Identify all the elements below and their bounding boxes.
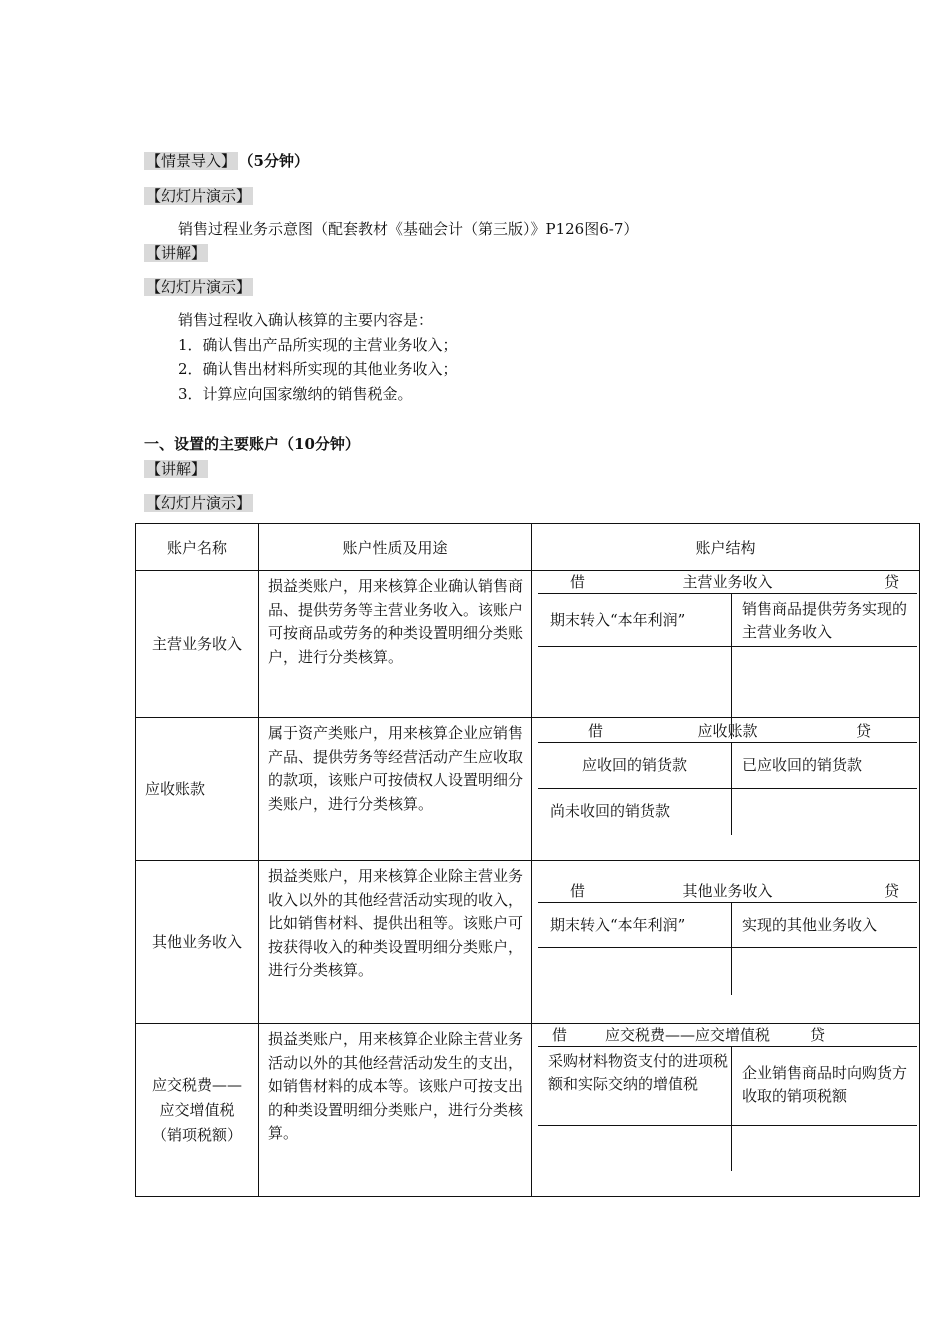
account-name: 主营业务收入 [136,571,259,718]
t-divider-horizontal [538,947,917,948]
t-account-cell [532,718,920,861]
t-left-entry: 期末转入“本年利润” [550,611,686,629]
t-account-title: 主营业务收入 [682,573,773,591]
t-account [532,718,919,860]
lecture1-line [144,243,208,263]
account-name-cell [136,1024,259,1197]
account-desc: 损益类账户，用来核算企业确认销售商品、提供劳务等主营业务收入。该账户可按商品或劳务的种类设置明细分类账户，进行分类核算。 [259,571,532,718]
intro-tag: 【情景导入】 [146,152,237,170]
t-account-cell [532,861,920,1024]
slide1-text: 销售过程业务示意图（配套教材《基础会计（第三版）》P126图6-7） [178,220,639,238]
t-account-header [538,880,917,903]
slide2-lead: 销售过程收入确认核算的主要内容是： [178,311,434,329]
header-account-nature: 账户性质及用途 [259,524,532,571]
section-lecture-line [144,459,208,479]
section-slide-line [144,493,253,513]
t-divider-horizontal [538,788,917,789]
t-right-entry: 企业销售商品时向购货方收取的销项税额 [742,1064,908,1105]
t-account-header [538,571,917,594]
t-left-entry: 采购材料物资支付的进项税额和实际交纳的增值税 [548,1052,729,1093]
account-name-line: 应交增值税 [159,1100,235,1119]
intro-time: （5分钟） [246,152,309,170]
t-balance-entry: 尚未收回的销货款 [550,802,671,820]
slide1-tag: 【幻灯片演示】 [146,187,252,205]
slide1-tag-line [144,186,253,206]
t-credit-label: 贷 [883,882,899,900]
t-divider-horizontal [538,646,917,647]
table-header-row [136,524,920,571]
accounts-table [135,523,920,1197]
account-name: 应收账款 [136,718,259,861]
t-account [532,861,919,1023]
list-item-2: 2．确认售出材料所实现的其他业务收入； [178,360,458,378]
t-left-entry: 期末转入“本年利润” [550,916,686,934]
t-debit-label: 借 [588,722,604,740]
t-right-entry: 已应收回的销货款 [742,756,863,774]
t-debit-label: 借 [552,1026,568,1044]
list-item-3: 3．计算应向国家缴纳的销售税金。 [178,385,413,403]
table-row [136,861,920,1024]
t-account [532,1024,919,1196]
t-divider-vertical [731,903,732,995]
account-desc: 损益类账户，用来核算企业除主营业务活动以外的其他经营活动发生的支出，如销售材料的成本等。该账户可按支出的种类设置明细分类账户，进行分类核算。 [259,1024,532,1197]
t-left-entry: 应收回的销货款 [581,756,687,774]
header-account-structure: 账户结构 [532,524,920,571]
table-row [136,571,920,718]
section-lecture-tag: 【讲解】 [146,460,207,478]
slide2-tag: 【幻灯片演示】 [146,278,252,296]
intro-line [144,151,309,171]
t-divider-vertical [731,1047,732,1171]
t-account-title: 应交税费——应交增值税 [604,1026,770,1044]
section-heading: 一、设置的主要账户（10分钟） [144,435,360,453]
list-item-1: 1．确认售出产品所实现的主营业务收入； [178,336,458,354]
t-account-header [538,720,917,743]
t-debit-label: 借 [570,882,586,900]
t-account-cell [532,571,920,718]
account-name-line: （销项税额） [151,1125,242,1144]
t-debit-label: 借 [570,573,586,591]
slide2-tag-line [144,277,253,297]
lecture1-tag: 【讲解】 [146,244,207,262]
t-credit-label: 贷 [809,1026,825,1044]
table-row [136,1024,920,1197]
t-right-entry: 实现的其他业务收入 [742,916,878,934]
account-name-line: 应交税费—— [151,1075,242,1094]
t-divider-vertical [731,743,732,835]
section-slide-tag: 【幻灯片演示】 [146,494,252,512]
t-account-title: 应收账款 [697,722,758,740]
table-row [136,718,920,861]
t-account-header [538,1024,917,1047]
t-credit-label: 贷 [883,573,899,591]
account-desc: 属于资产类账户，用来核算企业应销售产品、提供劳务等经营活动产生应收取的款项，该账户可按债权人设置明细分类账户，进行分类核算。 [259,718,532,861]
t-account-title: 其他业务收入 [682,882,773,900]
t-account-cell [532,1024,920,1197]
t-right-entry: 销售商品提供劳务实现的主营业务收入 [742,600,908,641]
account-name: 其他业务收入 [136,861,259,1024]
header-account-name: 账户名称 [136,524,259,571]
t-account [532,571,919,717]
t-divider-horizontal [538,1125,917,1126]
t-credit-label: 贷 [855,722,871,740]
account-desc: 损益类账户，用来核算企业除主营业务收入以外的其他经营活动实现的收入，比如销售材料、提供出租等。该账户可按获得收入的种类设置明细分类账户，进行分类核算。 [259,861,532,1024]
